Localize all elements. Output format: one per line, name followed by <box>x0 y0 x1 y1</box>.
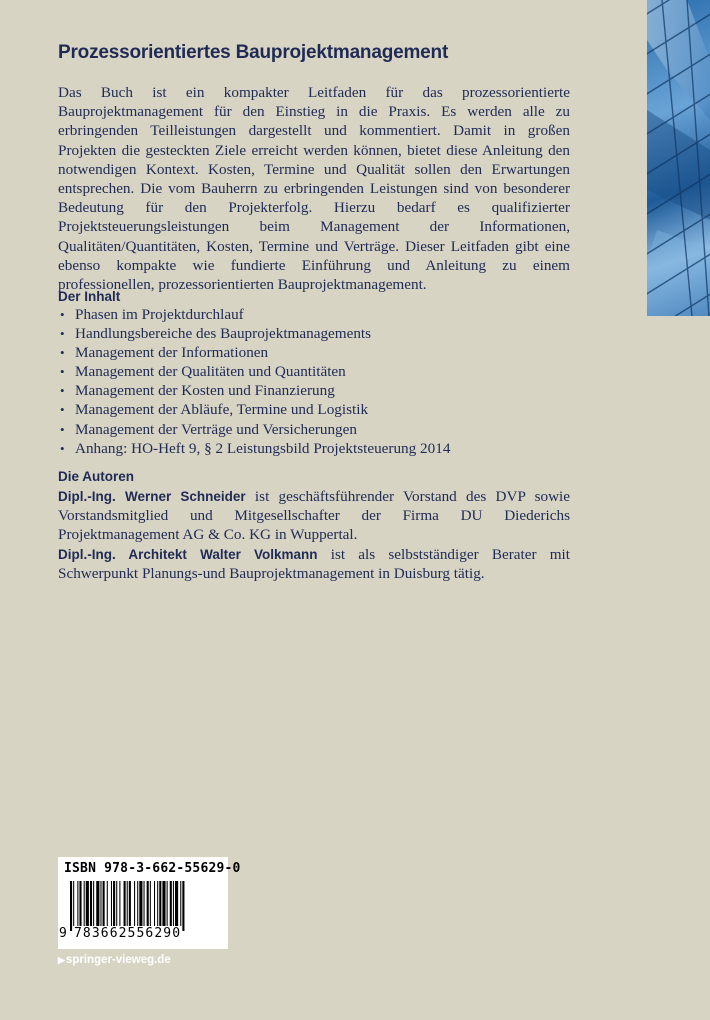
author-bio: ist als selbstständiger Berater mit Schwerpunkt Planungs-und Bauprojektmanagement in Duisburg tätig. <box>58 545 570 582</box>
barcode-bar <box>90 881 92 931</box>
barcode-bar <box>167 881 168 931</box>
barcode-bar <box>134 881 135 931</box>
list-item: • Management der Kosten und Finanzierung <box>58 381 578 400</box>
barcode-bar <box>96 881 99 931</box>
ean-digits: 783662556290 <box>74 926 182 941</box>
barcode-bar <box>144 881 145 931</box>
barcode-bar <box>180 881 181 931</box>
barcode-bar <box>116 881 117 931</box>
authors-section <box>58 487 570 583</box>
barcode-bar <box>175 881 178 931</box>
list-item: • Management der Qualitäten und Quantitäten <box>58 362 578 381</box>
barcode-bar <box>111 881 112 931</box>
arrow-right-icon: ▶ <box>58 955 65 965</box>
barcode-bar <box>93 881 94 931</box>
author-entry <box>58 487 570 545</box>
isbn-number: ISBN 978-3-662-55629-0 <box>64 861 241 876</box>
barcode-bar <box>129 881 131 931</box>
contents-list <box>58 305 578 458</box>
barcode-bar <box>159 881 161 931</box>
barcode-bar <box>113 881 115 931</box>
barcode-bar <box>84 881 85 931</box>
barcode-bar <box>150 881 151 931</box>
list-item: • Management der Abläufe, Termine und Logistik <box>58 400 578 419</box>
barcode-bar <box>86 881 89 931</box>
barcode-bar <box>182 881 184 931</box>
list-item: • Phasen im Projektdurchlauf <box>58 305 578 324</box>
website-text: springer-vieweg.de <box>65 954 171 966</box>
author-name: Dipl.-Ing. Architekt Walter Volkmann <box>58 546 318 562</box>
barcode-bars <box>70 881 222 931</box>
barcode-bar <box>170 881 172 931</box>
barcode-bar <box>139 881 142 931</box>
barcode-bar <box>107 881 108 931</box>
barcode-bar <box>157 881 158 931</box>
authors-heading: Die Autoren <box>58 469 135 484</box>
barcode-bar <box>119 881 120 931</box>
publisher-website-link[interactable] <box>58 954 171 966</box>
list-item: • Anhang: HO-Heft 9, § 2 Leistungsbild Projektsteuerung 2014 <box>58 439 578 458</box>
glass-facade-image <box>647 0 710 316</box>
author-entry <box>58 545 570 583</box>
cover-photo <box>647 0 710 316</box>
contents-heading: Der Inhalt <box>58 289 121 304</box>
list-item: • Management der Verträge und Versicherungen <box>58 420 578 439</box>
barcode-bar <box>137 881 138 931</box>
barcode-bar <box>127 881 128 931</box>
barcode-bar <box>77 881 78 931</box>
barcode-bar <box>70 881 72 931</box>
intro-paragraph: Das Buch ist ein kompakter Leitfaden für das prozessorientierte Bauprojektmanagement für den Einstieg in die Praxis. Es werden alle zu erbringenden Teilleistungen dargestellt und kommentiert. Damit in großen Projekten die gesteckten Ziele erreicht werden können, bietet diese Anleitung den notwendigen Kontext. Kosten, Termine und Qualität sollen den Erwartungen entsprechen. Die vom Bauherrn zu erbringenden Leistungen sind von besonderer Bedeutung für den Projekterfolg. Hierzu bedarf es qualifizierter Projektsteuerungsleistungen beim Management der Informationen, Qualitäten/Quantitäten, Kosten, Termine und Verträge. Dieser Leitfaden gibt eine ebenso kompakte wie fundierte Einführung und Anleitung zu einem professionellen, prozessorientierten Bauprojektmanagement. <box>58 84 570 294</box>
barcode-bar <box>147 881 149 931</box>
author-bio: ist geschäftsführender Vorstand des DVP sowie Vorstandsmitglied und Mitgesellschafter der Firma DU Diederichs Projektmanagement AG & Co. KG in Wuppertal. <box>58 488 571 544</box>
list-item: • Handlungsbereiche des Bauprojektmanagements <box>58 324 578 343</box>
barcode-bar <box>154 881 155 931</box>
barcode-bar <box>162 881 165 931</box>
list-item: • Management der Informationen <box>58 343 578 362</box>
author-name: Dipl.-Ing. Werner Schneider <box>58 489 246 504</box>
barcode-bar <box>73 881 74 931</box>
barcode-bar <box>100 881 101 931</box>
book-title: Prozessorientiertes Bauprojektmanagement <box>58 42 449 63</box>
barcode-bar <box>79 881 81 931</box>
barcode-bar <box>103 881 105 931</box>
barcode-bar <box>173 881 174 931</box>
isbn-barcode <box>58 857 241 949</box>
ean-lead-digit: 9 <box>59 926 67 941</box>
barcode-bar <box>124 881 126 931</box>
